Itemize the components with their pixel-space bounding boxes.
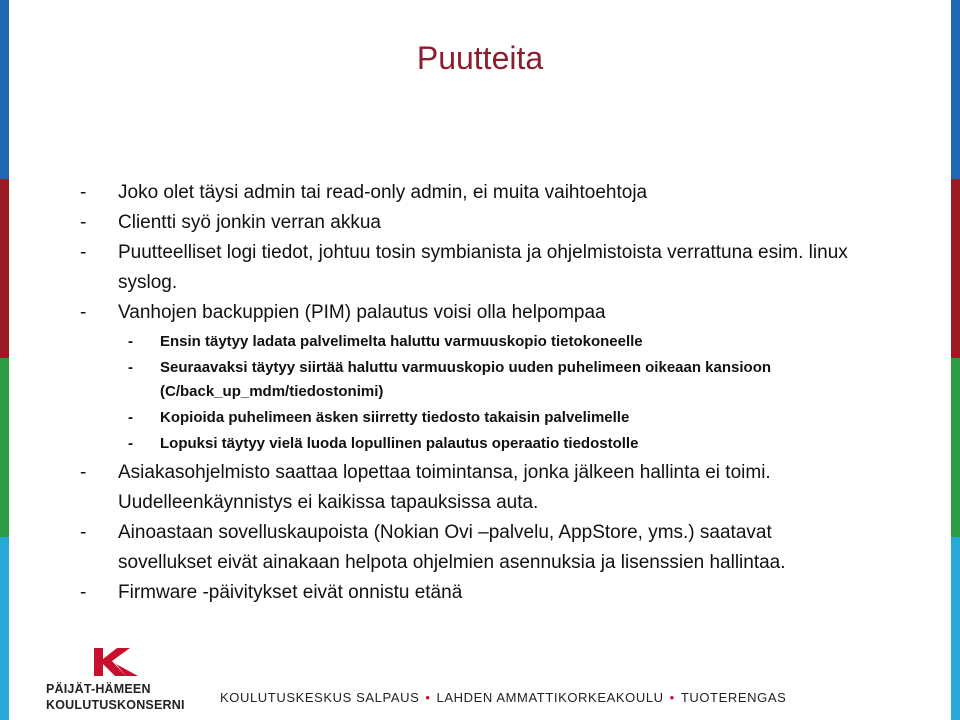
footer [0, 640, 960, 720]
institution-salpaus: KOULUTUSKESKUS SALPAUS [220, 690, 420, 705]
bullet-list [80, 178, 870, 608]
list-item [80, 178, 870, 208]
institution-tuoterengas: TUOTERENGAS [680, 690, 787, 705]
slide-title: Puutteita [416, 40, 544, 76]
sub-list-item-text: Lopuksi täytyy vielä luoda lopullinen palautus operaatio tiedostolle [160, 435, 639, 452]
sub-list-item [80, 330, 870, 354]
bullet-dash: - [80, 582, 87, 603]
logo-text-line2: KOULUTUSKONSERNI [46, 698, 185, 712]
right-stripe-green [951, 358, 960, 537]
list-item-text: Clientti syö jonkin verran akkua [118, 212, 381, 233]
sub-list-item [80, 406, 870, 430]
organization-logo [46, 646, 185, 716]
list-item [80, 578, 870, 608]
bullet-dash: - [80, 522, 87, 543]
list-item-text: Firmware -päivitykset eivät onnistu etänä [118, 582, 463, 603]
list-item-text: Asiakasohjelmisto saattaa lopettaa toimintansa, jonka jälkeen hallinta ei toimi. Uudelleenkäynnistys ei kaikissa tapauksissa auta. [118, 462, 771, 513]
bullet-dash: - [80, 242, 87, 263]
left-stripe-green [0, 358, 9, 537]
right-stripe-blue [951, 0, 960, 179]
bullet-dash: - [128, 435, 133, 452]
sub-list-item-text: Kopioida puhelimeen äsken siirretty tiedosto takaisin palvelimelle [160, 409, 630, 426]
list-item-text: Puutteelliset logi tiedot, johtuu tosin symbianista ja ohjelmistoista verrattuna esim. linux syslog. [118, 242, 848, 293]
institutions-line [220, 690, 786, 705]
bullet-dash: - [80, 212, 87, 233]
left-stripe-red [0, 179, 9, 358]
left-stripe-blue [0, 0, 9, 179]
list-item [80, 518, 870, 578]
institution-lamk: LAHDEN AMMATTIKORKEAKOULU [436, 690, 664, 705]
logo-text-line1: PÄIJÄT-HÄMEEN [46, 682, 151, 696]
list-item [80, 208, 870, 238]
bullet-dash: - [80, 182, 87, 203]
list-item [80, 458, 870, 518]
bullet-dash: - [128, 359, 133, 376]
list-item-text: Joko olet täysi admin tai read-only admin, ei muita vaihtoehtoja [118, 182, 648, 203]
separator-dot: • [669, 690, 675, 705]
bullet-dash: - [128, 409, 133, 426]
sub-list-item-text: Seuraavaksi täytyy siirtää haluttu varmuuskopio uuden puhelimeen oikeaan kansioon (C/back_up_mdm/tiedostonimi) [160, 359, 772, 400]
k-logo-icon [86, 646, 146, 678]
separator-dot: • [425, 690, 431, 705]
bullet-dash: - [80, 462, 87, 483]
sub-list-item-text: Ensin täytyy ladata palvelimelta haluttu varmuuskopio tietokoneelle [160, 333, 643, 350]
list-item-text: Vanhojen backuppien (PIM) palautus voisi olla helpompaa [118, 302, 606, 323]
right-stripe-red [951, 179, 960, 358]
list-item [80, 238, 870, 298]
list-item [80, 298, 870, 328]
bullet-dash: - [128, 333, 133, 350]
sub-list-item [80, 356, 870, 404]
list-item-text: Ainoastaan sovelluskaupoista (Nokian Ovi –palvelu, AppStore, yms.) saatavat sovellukset eivät ainakaan helpota ohjelmien asennuksia ja lisenssien hallintaa. [118, 522, 786, 573]
bullet-dash: - [80, 302, 87, 323]
sub-list-item [80, 432, 870, 456]
